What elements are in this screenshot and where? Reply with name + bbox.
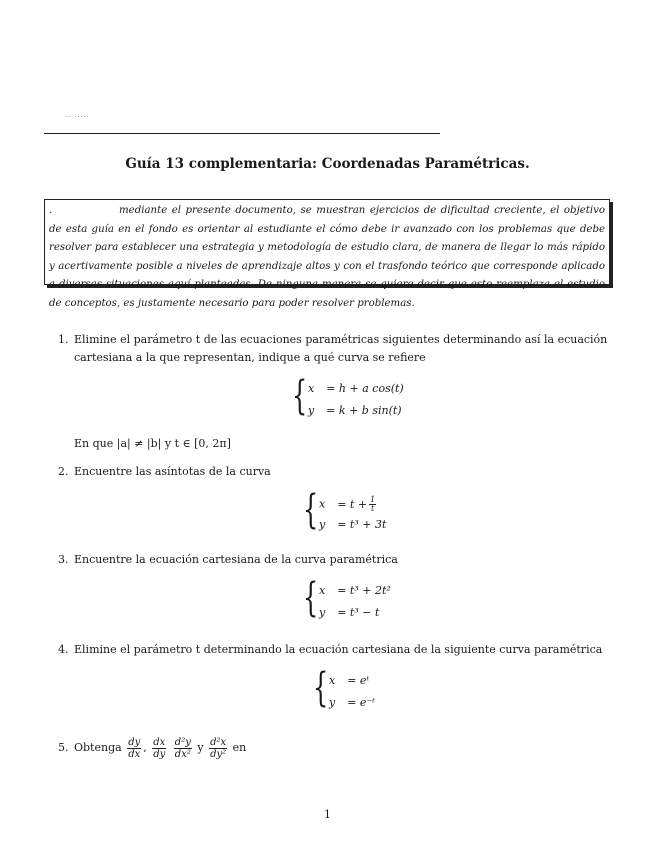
equation-system-4: { x = eᵗ y = e⁻ᵗ: [313, 665, 375, 711]
abstract-lead: .: [49, 205, 53, 216]
header-small-text: ·· ·····: [66, 114, 90, 121]
page-number: 1: [324, 808, 331, 821]
fraction-d2x-dy2: $\frac{\text{d²x}}{\text{dy²}}$: [210, 736, 227, 760]
abstract-box: [44, 199, 610, 309]
page-title: Guía 13 complementaria: Coordenadas Paramétricas.: [125, 156, 530, 172]
eq-y-lhs: y: [319, 606, 326, 619]
eq-x-lhs: x: [319, 584, 326, 597]
header-rule: [44, 133, 440, 134]
abstract-text: mediante el presente documento, se muestran ejercicios de dificultad creciente, el objetivo de esta guía en el fondo es orientar al estudiante el cómo debe ir avanzado con los problemas que debe resolver para establecer una estrategia y metodología de estudio clara, de manera de llegar lo más rápido y acertivamente posible a niveles de aprendizaje altos y con el trasfondo teórico que corresponde aplicado a diversas situaciones aquí planteadas. De ninguna manera se quiere decir que esto reemplaza el estudio de conceptos, es justamente necesario para poder resolver problemas.: [49, 205, 605, 309]
exercise-number: 2.: [58, 465, 69, 478]
eq-y-lhs: y: [308, 404, 315, 417]
exercise-2: [58, 463, 614, 481]
fraction-dx-dy: $\frac{dx}{dy}$: [153, 736, 166, 760]
exercise-5: [58, 734, 614, 762]
eq-y-rhs: = t³ + 3t: [337, 518, 387, 531]
eq-x-rhs: = eᵗ: [347, 674, 370, 687]
exercise-number: 4.: [58, 643, 69, 656]
eq-x-lhs: x: [319, 497, 326, 511]
exercise-text: Elimine el parámetro t determinando la ecuación cartesiana de la siguiente curva paramétrica: [74, 643, 603, 656]
exercise-1-note: En que |a| ≠ |b| y t ∈ [0, 2π]: [74, 437, 231, 450]
exercise-text: Elimine el parámetro t de las ecuaciones paramétricas siguientes determinando así la ecuación cartesiana a la que representan, indique a qué curva se refiere: [74, 333, 608, 364]
exercise-1: [58, 331, 614, 367]
exercise-text: Encuentre las asíntotas de la curva: [74, 465, 271, 478]
equation-system-2: { x = t + $\frac{1}{t}$ y = t³ + 3t: [303, 487, 387, 533]
eq-x-rhs: = h + a cos(t): [326, 382, 404, 395]
eq-y-rhs: = e⁻ᵗ: [347, 696, 375, 709]
equation-system-3: { x = t³ + 2t² y = t³ − t: [303, 575, 391, 621]
fraction-dy-dx: $\frac{dy}{dx}$: [128, 736, 141, 760]
exercise-text: Encuentre la ecuación cartesiana de la curva paramétrica: [74, 553, 398, 566]
equation-system-1: { x = h + a cos(t) y = k + b sin(t): [292, 373, 404, 419]
eq-x-rhs: = t³ + 2t²: [337, 584, 391, 597]
fraction-d2y-dx2: $\frac{\text{d²y}}{\text{dx²}}$: [174, 736, 191, 760]
exercise-3: [58, 551, 614, 569]
eq-y-rhs: = t³ − t: [337, 606, 380, 619]
exercise-number: 5.: [58, 741, 69, 754]
eq-x-rhs: = t +: [337, 497, 368, 511]
eq-y-lhs: y: [319, 518, 326, 531]
eq-x-lhs: x: [329, 674, 336, 687]
eq-y-lhs: y: [329, 696, 336, 709]
exercise-4: [58, 641, 614, 659]
eq-x-lhs: x: [308, 382, 315, 395]
exercise-number: 3.: [58, 553, 69, 566]
exercise-number: 1.: [58, 333, 69, 346]
eq-fraction: $\frac{1}{t}$: [370, 495, 376, 513]
eq-y-rhs: = k + b sin(t): [326, 404, 402, 417]
exercise-text: Obtenga $\frac{dy}{dx}$ , $\frac{dx}{dy}$ $\frac{\text{d²y}}{\text{dx²}}$ y $\frac{\text{d²x}}{\text{dy²}}$ en: [74, 736, 247, 760]
